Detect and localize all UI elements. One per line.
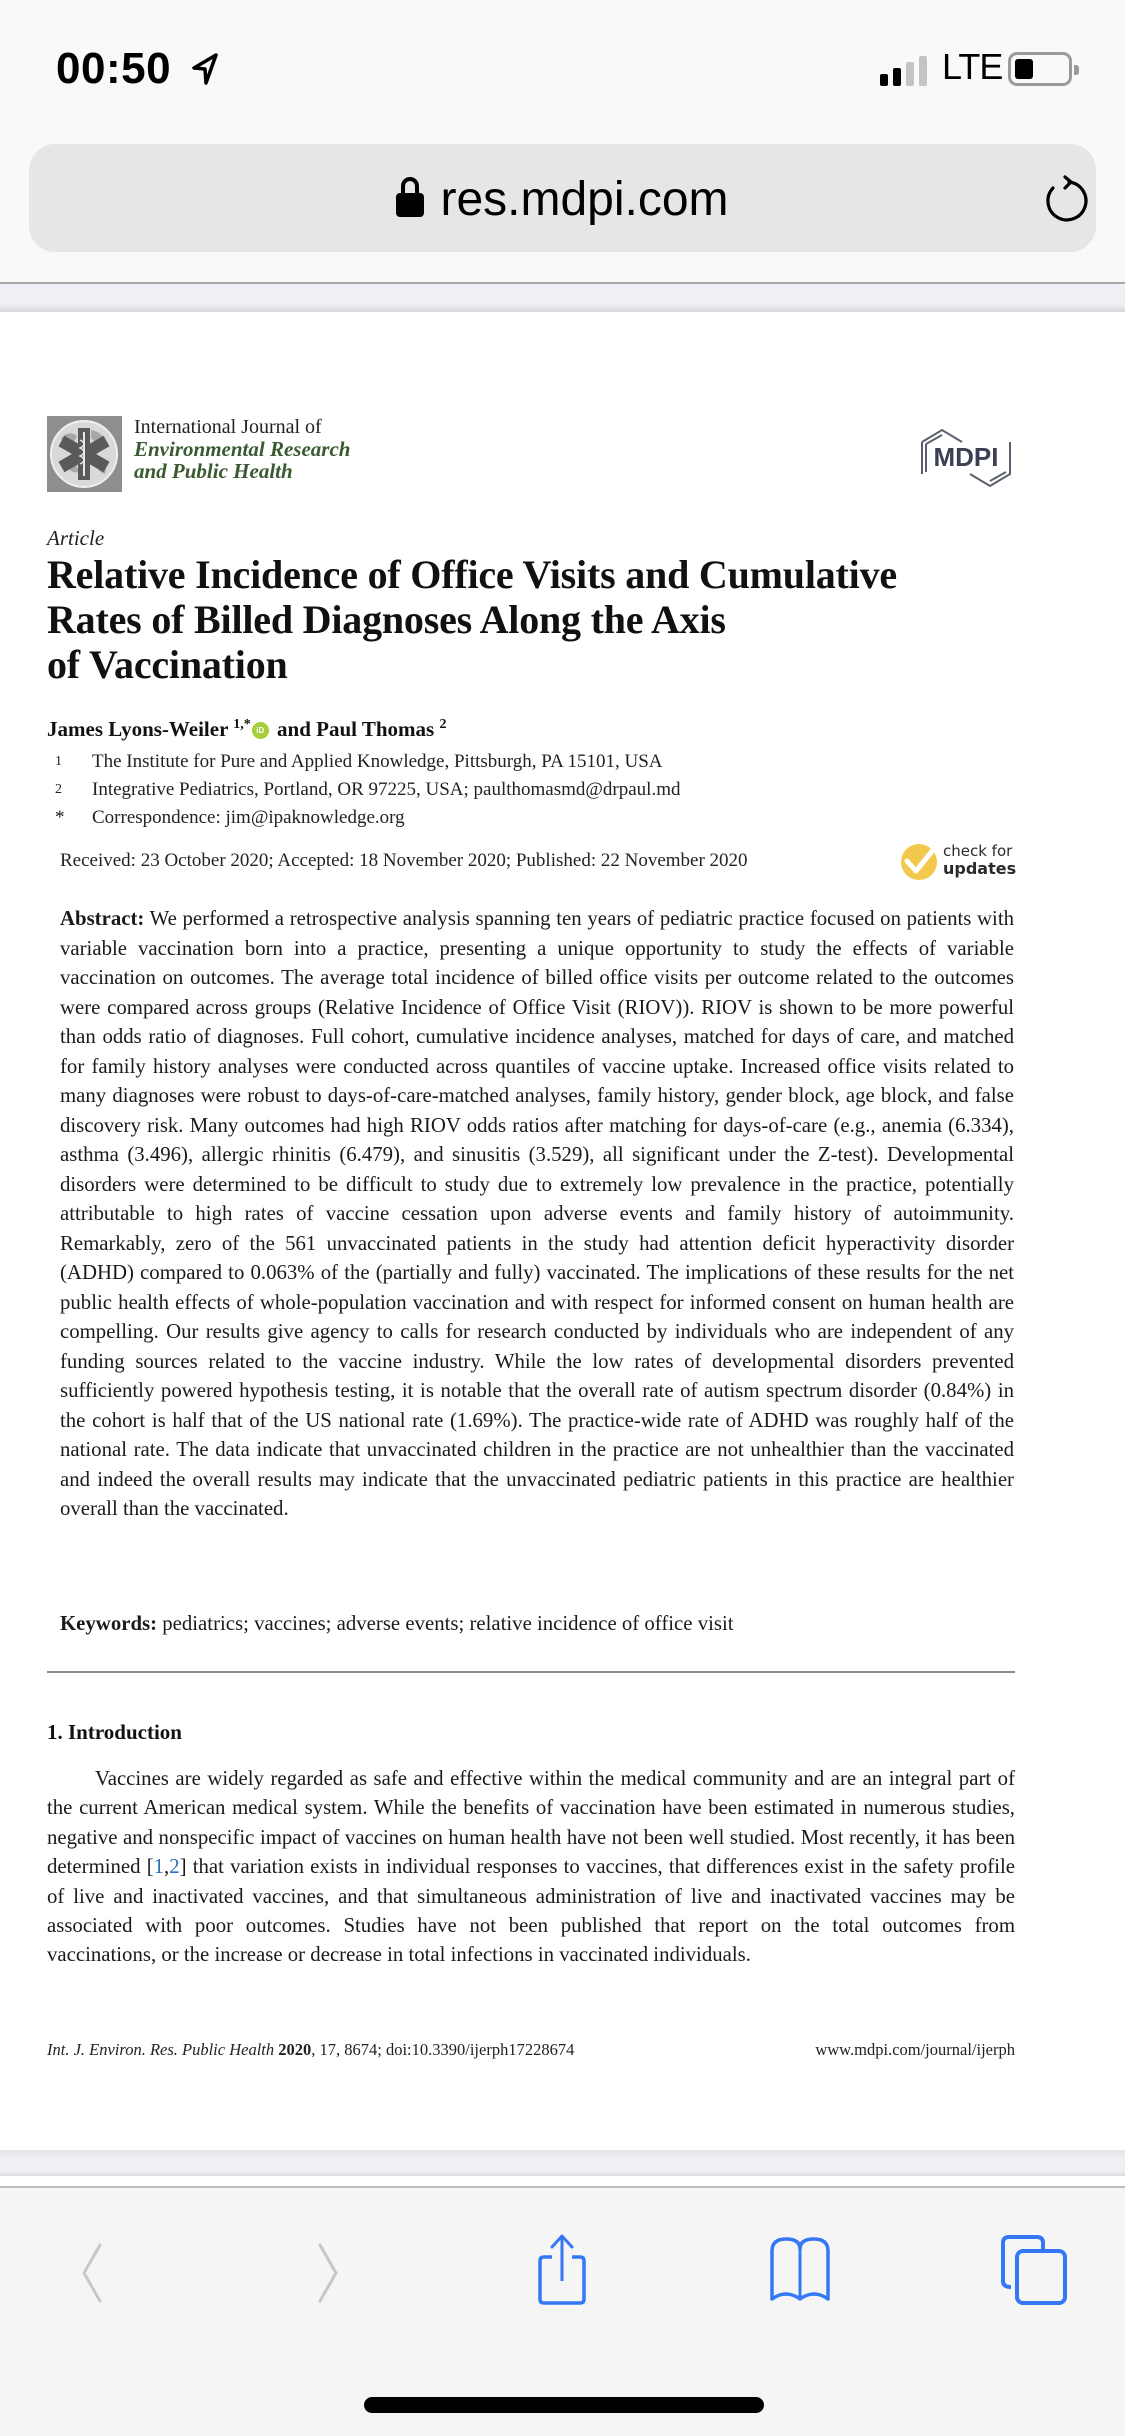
correspondence-item: * Correspondence: jim@ipaknowledge.org — [55, 807, 405, 828]
abstract-label: Abstract: — [60, 907, 145, 930]
author-affiliation-mark: 1,* — [233, 717, 251, 732]
forward-button[interactable] — [288, 2226, 368, 2316]
citation-link-2[interactable]: 2 — [169, 1855, 180, 1879]
orcid-icon[interactable]: iD — [252, 722, 269, 739]
pdf-page[interactable] — [0, 312, 1125, 2150]
tabs-icon — [997, 2233, 1073, 2309]
mdpi-logo-icon — [918, 426, 1014, 490]
citation-link-1[interactable]: 1 — [153, 1855, 165, 1879]
chevron-left-icon — [72, 2239, 112, 2303]
citation-footer: Int. J. Environ. Res. Public Health 2020, 17, 8674; doi:10.3390/ijerph17228674 — [47, 2040, 575, 2059]
status-bar — [0, 0, 1125, 140]
share-icon — [530, 2231, 594, 2311]
abstract — [60, 904, 1014, 1524]
reload-icon[interactable] — [1039, 174, 1091, 226]
bottom-toolbar — [0, 2188, 1125, 2436]
page-gap — [0, 284, 1125, 312]
section-heading-introduction: 1. Introduction — [47, 1720, 182, 1744]
cellular-signal-icon — [880, 56, 936, 86]
home-indicator[interactable] — [364, 2397, 764, 2413]
affiliations — [55, 748, 680, 832]
journal-name: International Journal of Environmental Research and Public Health — [134, 416, 351, 483]
abstract-text: We performed a retrospective analysis spanning ten years of pediatric practice focused on patients with variable vaccination born into a practice, presenting a unique opportunity to study the effects of variable vaccination on outcomes. The average total incidence of billed office visits per outcome related to the outcomes were compared across groups (Relative Incidence of Office Visit (RIOV)). RIOV is shown to be more powerful than odds ratio of diagnoses. Full cohort, cumulative incidence analyses, matched for days of care, and matched for family history analyses were conducted across quantiles of vaccine uptake. Increased office visits related to many diagnoses were robust to days-of-care-matched analyses, family history, gender block, age block, and false discovery risk. Many outcomes had high RIOV odds ratios after matching for days-of-care (e.g., anemia (6.334), asthma (3.496), allergic rhinitis (6.479), and sinusitis (3.529), all significant under the Z-test). Developmental disorders were determined to be difficult to study due to extremely low prevalence in the practice, potentially attributable to high rates of vaccine cessation upon adverse events and family history of autoimmunity. Remarkably, zero of the 561 unvaccinated patients in the study had attention deficit hyperactivity disorder (ADHD) compared to 0.063% of the (partially and fully) vaccinated. The implications of these results for the net public health effects of whole-population vaccination and with respect for informed consent on human health are compelling. Our results give agency to calls for research conducted by individuals who are independent of any funding sources related to the vaccine industry. While the low rates of developmental disorders prevented sufficiently powered hypothesis testing, it is notable that the overall rate of autism spectrum disorder (0.84%) in the cohort is half that of the US national rate (1.69%). The practice-wide rate of ADHD was roughly half of the national rate. The data indicate that unvaccinated children in the practice are not unhealthier than the vaccinated and indeed the overall results may indicate that the unvaccinated pediatric patients in this practice are healthier overall than the vaccinated. — [60, 907, 1014, 1520]
journal-website: www.mdpi.com/journal/ijerph — [815, 2040, 1015, 2059]
checkmark-icon — [901, 844, 937, 880]
address-display[interactable] — [29, 172, 1096, 227]
keywords-label: Keywords: — [60, 1612, 158, 1635]
address-bar[interactable] — [29, 144, 1096, 252]
location-arrow-icon — [190, 52, 220, 86]
page-gap — [0, 2150, 1125, 2176]
bookmarks-button[interactable] — [760, 2226, 840, 2316]
check-for-updates-badge[interactable]: check for updates — [901, 842, 1021, 882]
author-connector: and — [277, 717, 311, 741]
network-type: LTE — [942, 46, 1003, 87]
address-text: res.mdpi.com — [440, 173, 729, 226]
author-affiliation-mark: 2 — [439, 717, 447, 732]
affiliation-item: 1 The Institute for Pure and Applied Knowledge, Pittsburgh, PA 15101, USA — [55, 751, 663, 772]
article-title: Relative Incidence of Office Visits and Cumulative Rates of Billed Diagnoses Along the Axis of Vaccination — [47, 552, 897, 687]
authors — [47, 717, 446, 742]
keywords-text: pediatrics; vaccines; adverse events; relative incidence of office visit — [162, 1612, 734, 1635]
battery-icon — [1008, 52, 1072, 86]
author-name: Paul Thomas — [316, 717, 435, 741]
article-type: Article — [47, 526, 105, 550]
introduction-paragraph: Vaccines are widely regarded as safe and effective within the medical community and are an integral part of the current American medical system. While the benefits of vaccination have been estimated in numerous studies, negative and nonspecific impact of vaccines on human health have not been well studied. Most recently, it has been determined [1,2] that variation exists in individual responses to vaccines, that differences exist in the safety profile of live and inactivated vaccines, and that simultaneous administration of live and inactivated vaccines may be associated with poor outcomes. Studies have not been published that report on the total outcomes from vaccinations, or the increase or decrease in total infections in vaccinated individuals. — [47, 1767, 1016, 1967]
back-button[interactable] — [52, 2226, 132, 2316]
author-name: James Lyons-Weiler — [47, 717, 229, 741]
svg-text:MDPI: MDPI — [933, 442, 999, 472]
status-time: 00:50 — [56, 44, 172, 93]
section-divider — [47, 1671, 1015, 1673]
tabs-button[interactable] — [995, 2226, 1075, 2316]
journal-logo-icon — [47, 416, 122, 492]
book-icon — [764, 2235, 836, 2307]
chevron-right-icon — [308, 2239, 348, 2303]
publication-dates: Received: 23 October 2020; Accepted: 18 November 2020; Published: 22 November 2020 — [60, 850, 748, 871]
affiliation-item: 2 Integrative Pediatrics, Portland, OR 97225, USA; paulthomasmd@drpaul.md — [55, 779, 681, 800]
share-button[interactable] — [522, 2226, 602, 2316]
keywords — [60, 1609, 1014, 1639]
lock-icon — [396, 177, 424, 217]
